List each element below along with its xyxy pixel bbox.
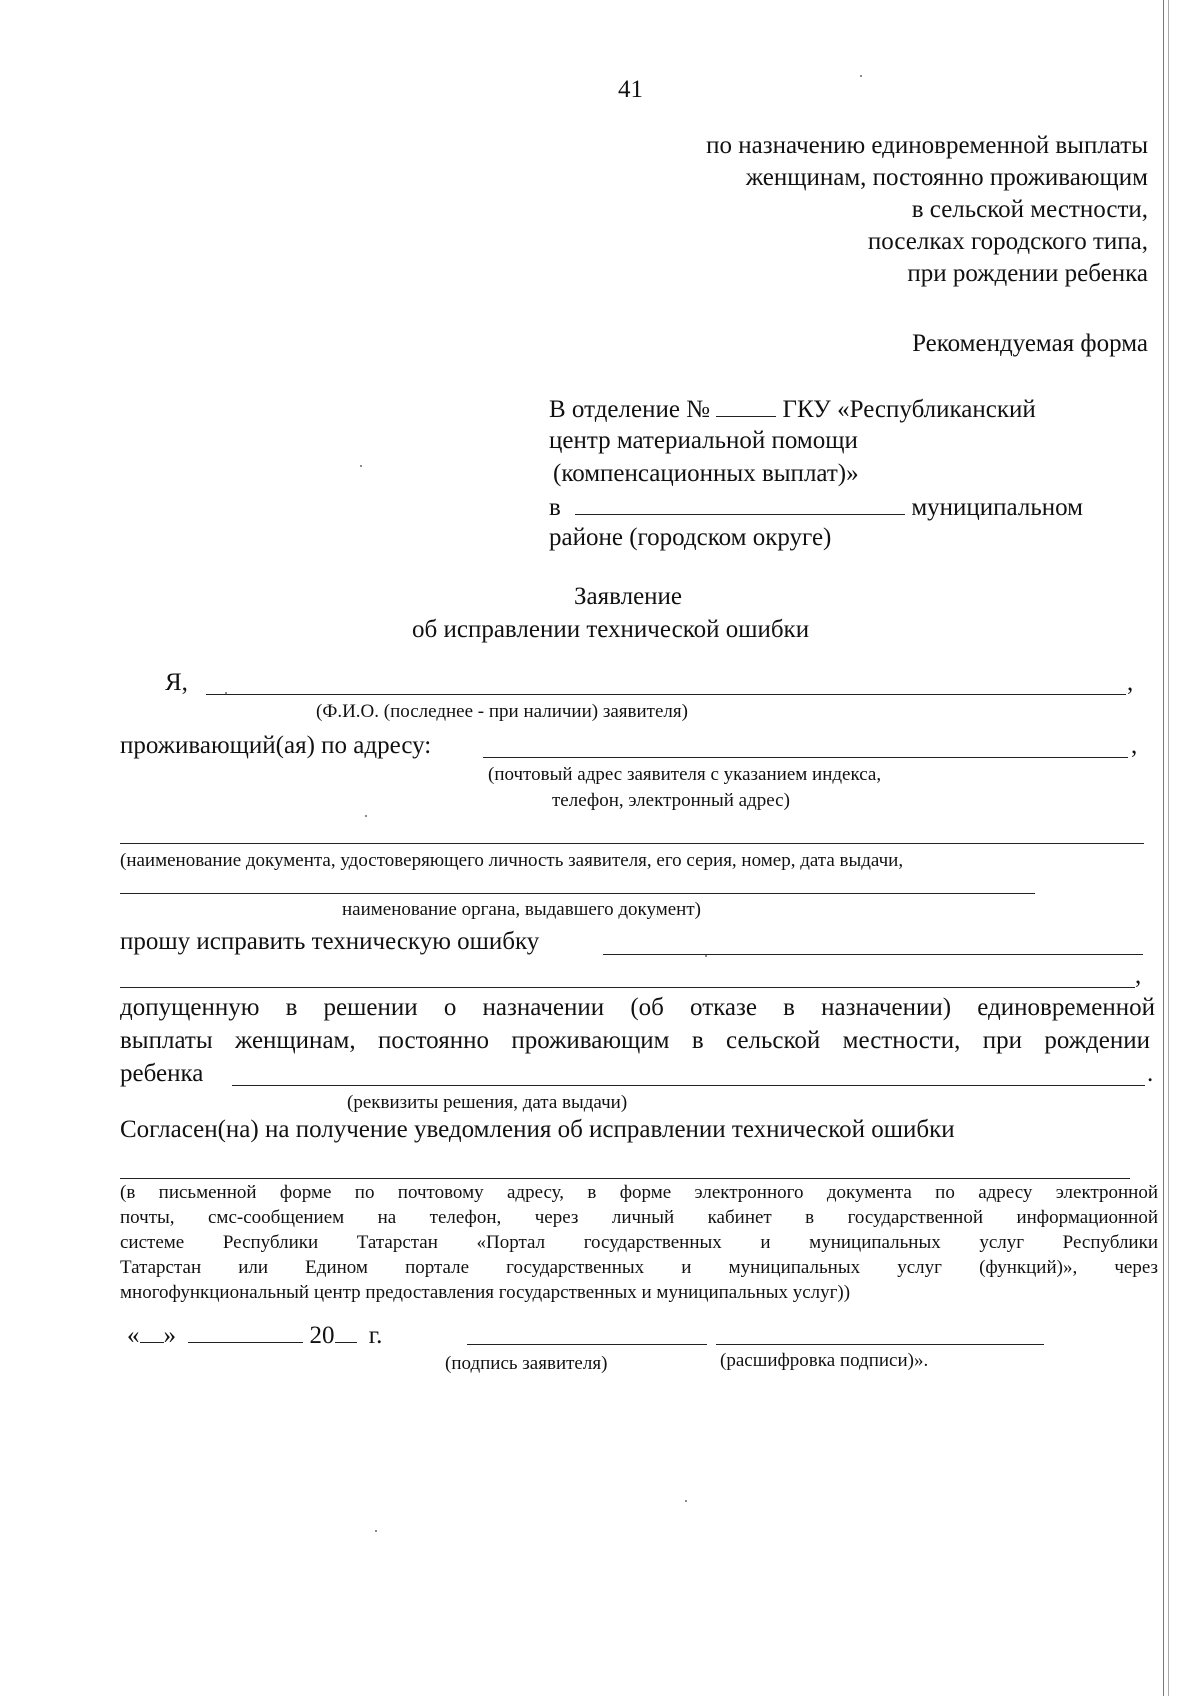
- ya-label: Я,: [165, 669, 188, 696]
- signature-decode-field[interactable]: [716, 1344, 1044, 1345]
- addressee-org-name: ГКУ «Республиканский: [782, 396, 1036, 423]
- decision-hint: (реквизиты решения, дата выдачи): [347, 1092, 628, 1113]
- fio-comma: ,: [1127, 669, 1134, 696]
- header-line: по назначению единовременной выплаты: [706, 132, 1148, 159]
- addressee-department-label: В отделение №: [549, 396, 711, 423]
- body-line-1: допущенную в решении о назначении (об отказе в назначении) единовременной: [120, 994, 1155, 1021]
- addressee-line-4: [549, 490, 1083, 524]
- year-prefix: 20: [309, 1322, 335, 1349]
- decision-details-field[interactable]: [232, 1085, 1145, 1086]
- notice-line-5: многофункциональный центр предоставления государственных и муниципальных услуг)): [120, 1282, 851, 1303]
- notice-line-4: Татарстан или Едином портале государственных и муниципальных услуг (функций)», через: [120, 1257, 1158, 1278]
- addressee-line-5: районе (городском округе): [549, 524, 832, 551]
- identity-document-hint-2: наименование органа, выдавшего документ): [342, 899, 701, 920]
- date-open-quote: «: [127, 1322, 140, 1349]
- error-description-comma: ,: [1135, 962, 1142, 989]
- identity-document-hint-1: (наименование документа, удостоверяющего личность заявителя, его серия, номер, дата выдачи,: [120, 850, 904, 871]
- page-number: 41: [618, 76, 643, 103]
- address-hint-2: телефон, электронный адрес): [552, 790, 790, 811]
- municipality-field[interactable]: [575, 490, 905, 515]
- date-close-quote: »: [163, 1322, 176, 1349]
- header-block: [508, 130, 1148, 290]
- signature-field[interactable]: [467, 1344, 707, 1345]
- day-field[interactable]: [140, 1318, 164, 1343]
- signature-decode-hint: (расшифровка подписи)».: [720, 1350, 929, 1371]
- header-line: женщинам, постоянно проживающим: [745, 164, 1148, 191]
- department-number-field[interactable]: [716, 392, 776, 417]
- scan-speck: [360, 465, 362, 467]
- page-edge-line: [1168, 0, 1169, 1696]
- body-line-2: выплаты женщинам, постоянно проживающим в сельской местности, при рождении: [120, 1027, 1150, 1054]
- year-suffix: г.: [368, 1322, 383, 1349]
- notice-line-2: почты, смс-сообщением на телефон, через личный кабинет в государственной информационной: [120, 1207, 1158, 1228]
- addressee-municipal-label: муниципальном: [911, 494, 1083, 521]
- error-description-field[interactable]: [603, 954, 1143, 955]
- header-line: в сельской местности,: [911, 196, 1148, 223]
- decision-period: .: [1147, 1060, 1154, 1087]
- identity-document-field[interactable]: [120, 843, 1144, 844]
- year-field[interactable]: [335, 1318, 357, 1343]
- request-label: прошу исправить техническую ошибку: [120, 928, 540, 955]
- address-hint-1: (почтовый адрес заявителя с указанием индекса,: [488, 764, 882, 785]
- signature-hint: (подпись заявителя): [445, 1353, 608, 1374]
- address-field[interactable]: [483, 757, 1128, 758]
- fio-field[interactable]: [206, 694, 1126, 695]
- recommended-form-label: Рекомендуемая форма: [912, 330, 1148, 357]
- address-comma: ,: [1131, 732, 1138, 759]
- error-description-field-2[interactable]: [120, 987, 1135, 988]
- notification-method-field[interactable]: [120, 1178, 1130, 1179]
- fio-hint: (Ф.И.О. (последнее - при наличии) заявителя): [316, 701, 688, 722]
- document-subtitle: об исправлении технической ошибки: [412, 616, 810, 643]
- document-title: Заявление: [574, 583, 683, 610]
- consent-text: Согласен(на) на получение уведомления об исправлении технической ошибки: [120, 1116, 955, 1143]
- address-label: проживающий(ая) по адресу:: [120, 732, 432, 759]
- page-edge-line: [1163, 0, 1164, 1696]
- body-line-3: ребенка: [120, 1060, 204, 1087]
- addressee-line-3: (компенсационных выплат)»: [553, 460, 859, 487]
- month-field[interactable]: [188, 1318, 303, 1343]
- header-line: при рождении ребенка: [907, 260, 1148, 287]
- header-line: поселках городского типа,: [867, 228, 1148, 255]
- scan-speck: [860, 75, 862, 77]
- scan-speck: [375, 1530, 377, 1532]
- addressee-line-2: центр материальной помощи: [549, 427, 858, 454]
- addressee-in-label: в: [549, 494, 561, 521]
- date-line: [127, 1318, 382, 1352]
- notice-line-3: системе Республики Татарстан «Портал государственных и муниципальных услуг Республики: [120, 1232, 1158, 1253]
- addressee-line-1: [549, 392, 1036, 426]
- scan-speck: [705, 955, 707, 957]
- notice-line-1: (в письменной форме по почтовому адресу, в форме электронного документа по адресу электронной: [120, 1182, 1158, 1203]
- scan-speck: [685, 1500, 687, 1502]
- scan-speck: [365, 815, 367, 817]
- issuing-authority-field[interactable]: [120, 893, 1035, 894]
